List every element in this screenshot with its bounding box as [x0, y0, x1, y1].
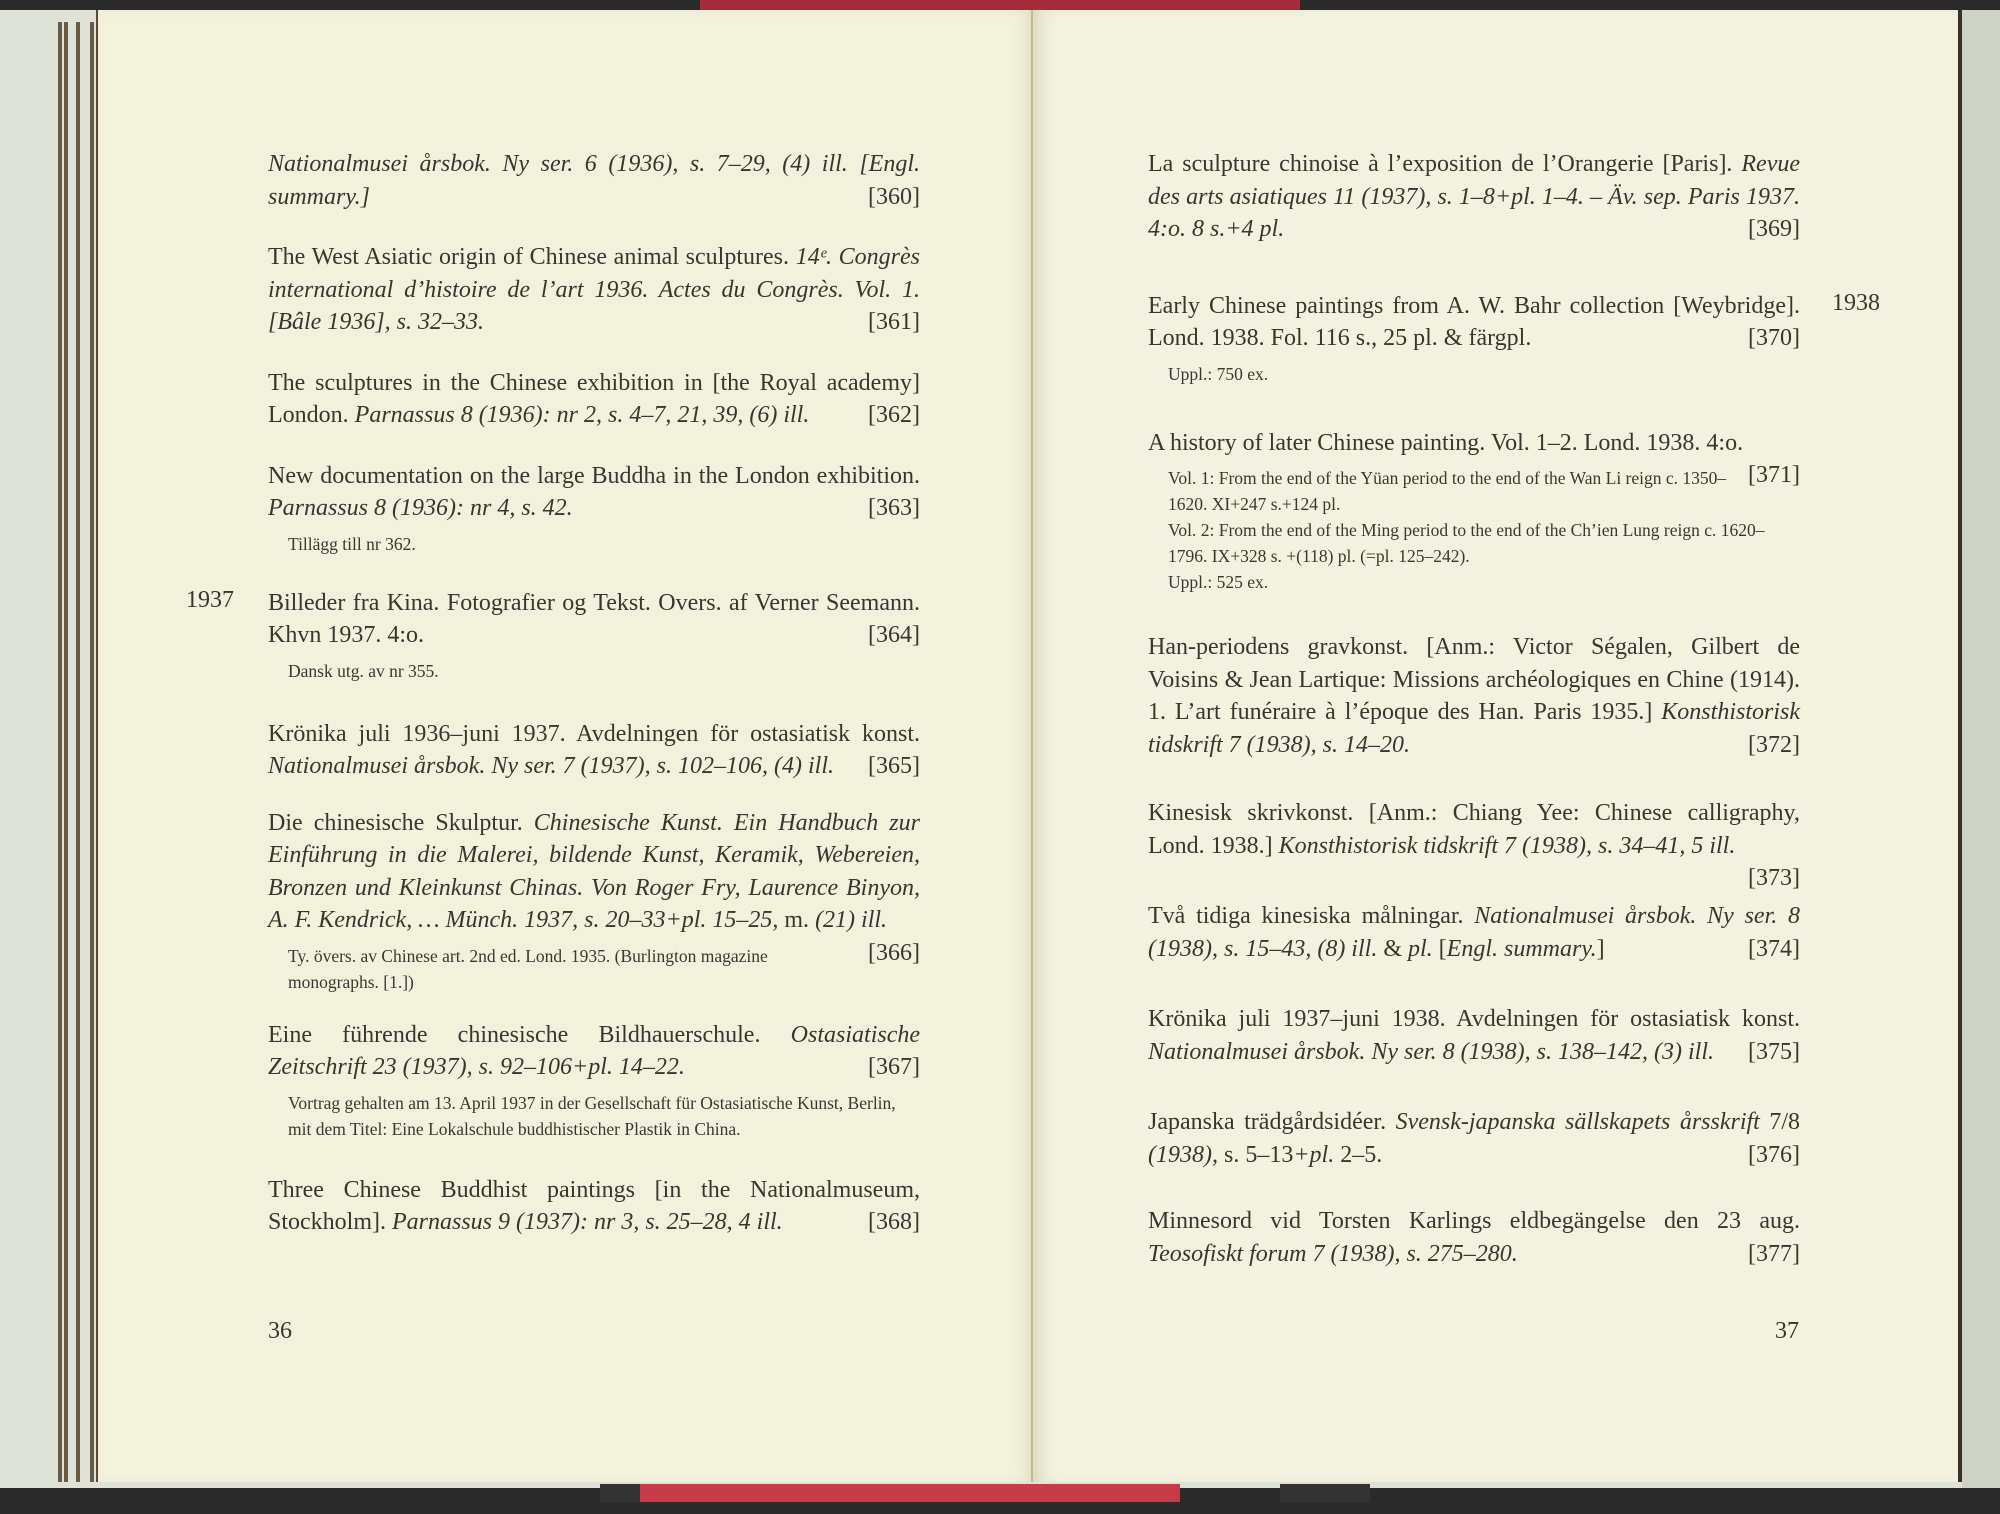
entry-note: Dansk utg. av nr 355. [288, 660, 439, 681]
entry-roman-segment: ] [1596, 935, 1605, 962]
entry-text [268, 241, 920, 339]
entry-number: [369] [1748, 216, 1800, 242]
entry-roman-segment: m. [784, 907, 816, 933]
entry-number: [367] [868, 1054, 920, 1080]
entry-italic-segment: Parnassus 8 (1936): nr 2, s. 4–7, 21, 39, (6) ill. [354, 402, 810, 428]
bibliography-entry [1148, 1205, 1800, 1270]
entry-italic-segment: Chinesische Kunst. Ein Handbuch zur Einführung in die Malerei, bildende Kunst, Keramik, Webereien, Bronzen und Kleinkunst Chinas. Von Roger Fry, Laurence Binyon, A. F. Kendrick, … Münch. 1937, s. 20–33+pl. 15–25, [268, 809, 920, 933]
bibliography-entry [268, 1019, 920, 1142]
entry-number: [375] [1748, 1038, 1800, 1065]
bibliography-entry [186, 586, 920, 684]
page-edge [58, 22, 62, 1482]
page-stack-right [1962, 10, 2000, 1488]
entry-roman-segment: & [1383, 935, 1408, 962]
entry-italic-segment: (1938), [1148, 1141, 1224, 1168]
entry-text [268, 587, 920, 652]
headband-bottom-dark [1280, 1484, 1370, 1502]
entry-roman-segment: The West Asiatic origin of Chinese animal sculptures. [268, 244, 796, 270]
entry-number: [368] [868, 1209, 920, 1235]
entry-note: Vol. 1: From the end of the Yüan period to the end of the Wan Li reign c. 1350–1620. XI+247 s.+124 pl. [1168, 468, 1727, 514]
entry-number: [365] [868, 753, 920, 779]
bibliography-entry [1148, 631, 1800, 761]
entry-roman-segment: Krönika juli 1937–juni 1938. Avdelningen för ostasiatisk konst. [1148, 1006, 1800, 1032]
headband-top [700, 0, 1300, 10]
right-page-bibliography [1148, 148, 1880, 1270]
entry-text [1148, 631, 1800, 761]
bibliography-entry [268, 807, 920, 995]
entry-roman-segment: Billeder fra Kina. Fotografier og Tekst. Overs. af Verner Seemann. Khvn 1937. 4:o. [268, 589, 920, 648]
entry-roman-segment: 2–5. [1340, 1141, 1383, 1168]
entry-number: [363] [868, 495, 920, 521]
book-gutter [1031, 10, 1033, 1482]
bibliography-entry [1148, 1106, 1800, 1171]
bibliography-entry [1148, 148, 1800, 246]
bibliography-entry [1148, 900, 1800, 965]
entry-roman-segment: Krönika juli 1936–juni 1937. Avdelningen för ostasiatisk konst. [268, 720, 920, 747]
entry-roman-segment: Three Chinese Buddhist paintings [in the Nationalmuseum, Stockholm]. [268, 1176, 920, 1235]
entry-number: [371] [1748, 462, 1800, 488]
entry-italic-segment: Parnassus 8 (1936): nr 4, s. 42. [268, 495, 573, 521]
entry-italic-segment: (21) ill. [815, 907, 888, 933]
entry-italic-segment: Konsthistorisk tidskrift 7 (1938), s. 34–41, 5 ill. [1278, 832, 1736, 859]
entry-roman-segment: Eine führende chinesische Bildhauerschule. [268, 1021, 791, 1048]
bibliography-entry [268, 718, 920, 783]
entry-number: [374] [1748, 935, 1800, 962]
entry-number: [366] [868, 939, 920, 966]
entry-italic-segment: Revue des arts asiatiques 11 (1937), s. 1–8+pl. 1–4. – Äv. sep. Paris 1937. 4:o. 8 s.+4 pl. [1148, 151, 1800, 242]
entry-note: Uppl.: 525 ex. [1168, 572, 1269, 592]
entry-text [268, 718, 920, 783]
entry-text [268, 1174, 920, 1239]
entry-roman-segment: Early Chinese paintings from A. W. Bahr collection [Weybridge]. Lond. 1938. Fol. 116 s., 25 pl. & färgpl. [1148, 292, 1800, 351]
entry-roman-segment: Kinesisk skrivkonst. [Anm.: Chiang Yee: Chinese calligraphy, Lond. 1938.] [1148, 800, 1800, 859]
entry-number: [361] [868, 309, 920, 335]
entry-number: [362] [868, 402, 920, 428]
entry-number: [360] [868, 183, 920, 210]
bibliography-entry [1148, 427, 1800, 596]
entry-text [268, 367, 920, 432]
entry-roman-segment: Die chinesische Skulptur. [268, 809, 534, 836]
left-page-bibliography [186, 148, 921, 1239]
entry-roman-segment: Japanska trädgårdsidéer. [1148, 1109, 1396, 1135]
entry-roman-segment: New documentation on the large Buddha in the London exhibition. [268, 462, 920, 489]
entry-text [268, 807, 920, 966]
entry-note: Uppl.: 750 ex. [1168, 363, 1269, 384]
entry-note: Vol. 2: From the end of the Ming period to the end of the Ch’ien Lung reign c. 1620–1796. IX+328 s. +(118) pl. (=pl. 125–242). [1168, 520, 1765, 566]
entry-italic-segment: Nationalmusei årsbok. Ny ser. 8 (1938), s. 138–142, (3) ill. [1148, 1038, 1714, 1065]
page-number-left: 36 [268, 1318, 292, 1344]
entry-text [1148, 797, 1800, 891]
entry-italic-segment: Ostasiatische Zeitschrift 23 (1937), s. 92–106+pl. 14–22. [268, 1021, 920, 1080]
headband-bottom [640, 1484, 1180, 1502]
year-marginal-heading: 1938 [1832, 289, 1880, 316]
page-edge [90, 22, 94, 1482]
year-marginal-heading: 1937 [186, 586, 234, 613]
entry-text [1148, 148, 1800, 246]
page-number-right: 37 [1775, 1318, 1799, 1344]
entry-number: [376] [1748, 1141, 1800, 1168]
bibliography-entry [1148, 1003, 1800, 1068]
entry-number: [377] [1748, 1240, 1800, 1267]
entry-roman-segment: A history of later Chinese painting. Vol. 1–2. Lond. 1938. 4:o. [1148, 429, 1744, 456]
entry-text [268, 148, 920, 213]
bibliography-entry [1148, 289, 1880, 387]
entry-number: [372] [1748, 731, 1800, 758]
entry-roman-segment: s. 5–13 [1223, 1141, 1294, 1168]
entry-text [1148, 1003, 1800, 1068]
bibliography-entry [268, 460, 920, 557]
entry-number: [364] [868, 622, 920, 648]
entry-text [1148, 900, 1800, 965]
page-stack-left [0, 20, 58, 1490]
entry-text [1148, 290, 1800, 355]
entry-italic-segment: Nationalmusei årsbok. Ny ser. 6 (1936), s. 7–29, (4) ill. [Engl. summary.] [268, 151, 920, 210]
entry-note: Tillägg till nr 362. [288, 533, 416, 554]
entry-roman-segment: [ [1438, 935, 1447, 962]
entry-note: Ty. övers. av Chinese art. 2nd ed. Lond. 1935. (Burlington magazine monographs. [1.]) [288, 945, 768, 992]
entry-roman-segment: 7/8 [1769, 1109, 1800, 1135]
entry-number: [373] [1748, 865, 1800, 891]
entry-roman-segment: La sculpture chinoise à l’exposition de l’Orangerie [Paris]. [1148, 151, 1742, 177]
entry-italic-segment: Teosofiskt forum 7 (1938), s. 275–280. [1148, 1240, 1518, 1267]
bibliography-entry [1148, 797, 1800, 891]
bibliography-entry [268, 367, 920, 432]
entry-roman-segment: Minnesord vid Torsten Karlings eldbegängelse den 23 aug. [1148, 1208, 1800, 1234]
entry-text [268, 1019, 920, 1084]
entry-note: Vortrag gehalten am 13. April 1937 in der Gesellschaft für Ostasiatische Kunst, Berlin, mit dem Titel: Eine Lokalschule buddhistischer Plastik in China. [288, 1092, 896, 1139]
entry-italic-segment: +pl. [1293, 1141, 1341, 1168]
bibliography-entry [268, 1174, 920, 1239]
bibliography-entry [268, 241, 920, 339]
entry-italic-segment: Svensk-japanska sällskapets årsskrift [1395, 1109, 1770, 1135]
entry-italic-segment: pl. [1407, 935, 1439, 962]
entry-text [268, 460, 920, 525]
entry-text [1148, 1205, 1800, 1270]
entry-italic-segment: Nationalmusei årsbok. Ny ser. 8 (1938), s. 15–43, (8) ill. [1148, 903, 1800, 962]
entry-text [1148, 1106, 1800, 1171]
bibliography-entry [268, 148, 920, 213]
entry-italic-segment: Engl. summary. [1446, 935, 1597, 962]
page-edge [76, 22, 80, 1482]
entry-italic-segment: Parnassus 9 (1937): nr 3, s. 25–28, 4 ill. [392, 1209, 783, 1235]
entry-italic-segment: Nationalmusei årsbok. Ny ser. 7 (1937), s. 102–106, (4) ill. [268, 753, 834, 779]
entry-roman-segment: Två tidiga kinesiska målningar. [1148, 903, 1475, 929]
entry-roman-segment: Han-periodens gravkonst. [Anm.: Victor Ségalen, Gilbert de Voisins & Jean Lartique: Missions archéologiques en Chine (1914). 1. L’art funéraire à l’époque des Han. Paris 1935.] [1148, 634, 1800, 725]
entry-italic-segment: 14ᵉ. Congrès international d’histoire de l’art 1936. Actes du Congrès. Vol. 1. [Bâle 1936], s. 32–33. [268, 244, 921, 335]
entry-text [1148, 427, 1800, 488]
entry-italic-segment: Konsthistorisk tidskrift 7 (1938), s. 14–20. [1148, 699, 1800, 758]
entry-roman-segment: The sculptures in the Chinese exhibition in [the Royal academy] London. [268, 369, 920, 428]
page-edge [64, 22, 68, 1482]
entry-number: [370] [1748, 325, 1800, 351]
